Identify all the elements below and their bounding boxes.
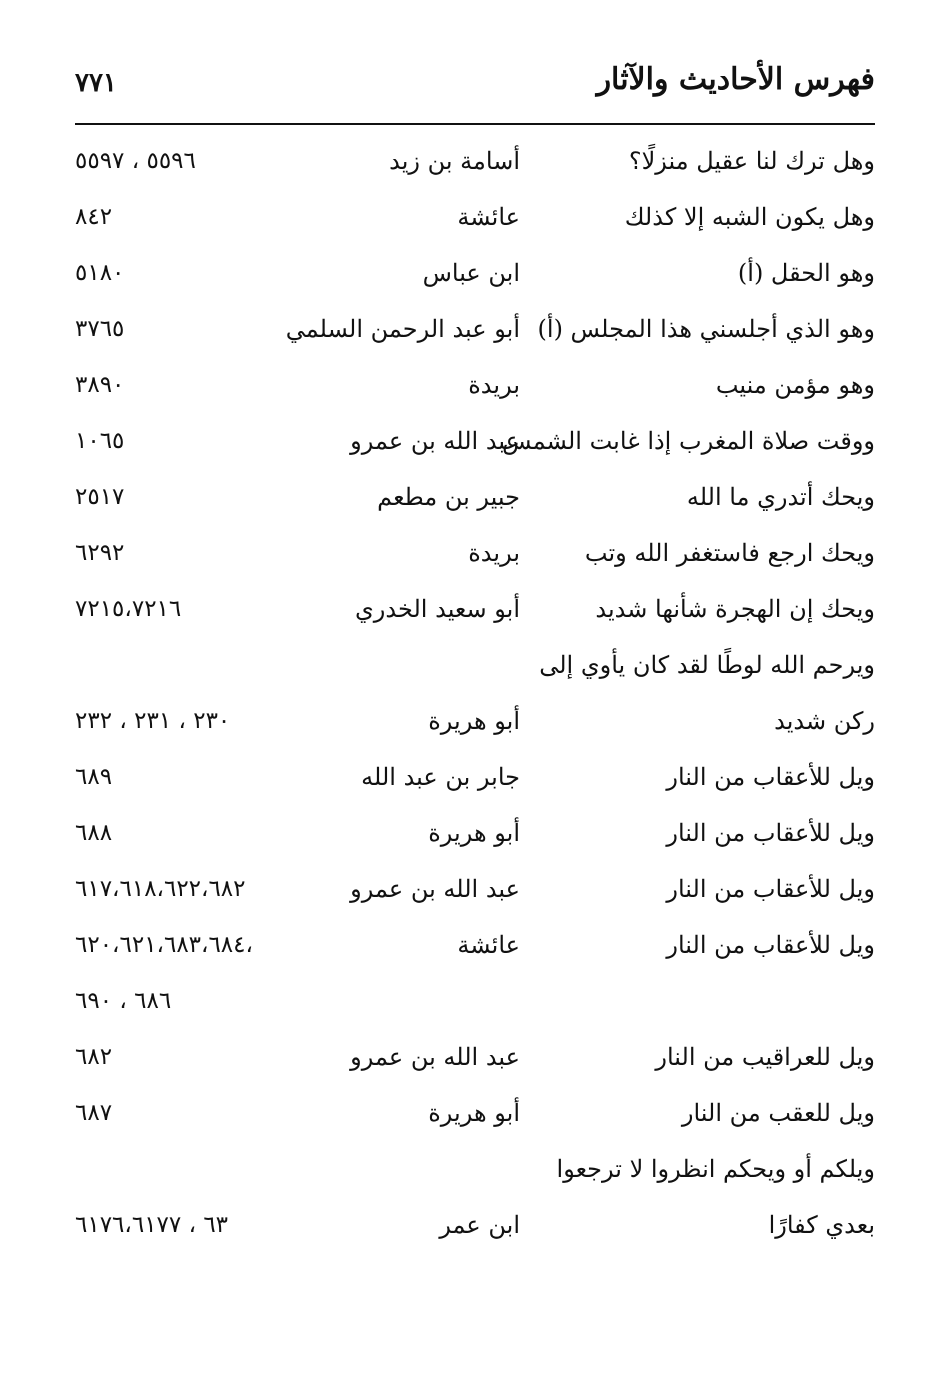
hadith-numbers-text: ٦٣ ، ٦١٧٦،٦١٧٧ xyxy=(75,1212,229,1238)
header-divider xyxy=(75,123,875,125)
index-row xyxy=(75,581,875,637)
index-row xyxy=(75,917,875,973)
narrator-name: ابن عمر xyxy=(439,1211,520,1239)
index-row xyxy=(75,189,875,245)
narrator-name: عبد الله بن عمرو xyxy=(350,427,520,455)
hadith-numbers-text: ٣٨٩٠ xyxy=(75,372,125,398)
narrator-name: ابن عباس xyxy=(422,259,520,287)
hadith-numbers xyxy=(75,423,285,459)
narrator-name: بريدة xyxy=(468,371,520,399)
narrator-name: أبو عبد الرحمن السلمي xyxy=(285,315,520,343)
hadith-numbers-text: ٦٨٨ xyxy=(75,820,113,846)
hadith-text: ويحك إن الهجرة شأنها شديد xyxy=(595,595,875,623)
hadith-text: ويرحم الله لوطًا لقد كان يأوي إلى xyxy=(539,651,875,679)
hadith-text: ويل للأعقاب من النار xyxy=(666,875,875,903)
index-row xyxy=(75,1141,875,1197)
hadith-numbers xyxy=(75,703,285,739)
narrator-name: أسامة بن زيد xyxy=(389,147,520,175)
hadith-numbers xyxy=(75,367,285,403)
narrator-name: عبد الله بن عمرو xyxy=(350,1043,520,1071)
hadith-text: ويل للأعقاب من النار xyxy=(666,931,875,959)
hadith-numbers-text: ٦٨٧ xyxy=(75,1100,113,1126)
hadith-numbers xyxy=(75,647,285,683)
hadith-text: وهو الحقل (أ) xyxy=(737,259,875,287)
hadith-text: وهو الذي أجلسني هذا المجلس (أ) xyxy=(537,315,875,343)
index-row xyxy=(75,1085,875,1141)
hadith-text: ركن شديد xyxy=(774,707,875,735)
hadith-text: ويحك أتدري ما الله xyxy=(686,483,875,511)
hadith-text: ويحك ارجع فاستغفر الله وتب xyxy=(584,539,875,567)
index-row xyxy=(75,861,875,917)
hadith-text: ووقت صلاة المغرب إذا غابت الشمس xyxy=(502,427,875,455)
hadith-numbers-text: ٨٤٢ xyxy=(75,204,113,230)
page-header xyxy=(75,58,875,118)
hadith-numbers xyxy=(75,479,285,515)
index-row xyxy=(75,525,875,581)
hadith-numbers-text: ٢٥١٧ xyxy=(75,484,125,510)
narrator-name: أبو هريرة xyxy=(428,819,520,847)
narrator-name: جابر بن عبد الله xyxy=(361,763,520,791)
index-row xyxy=(75,749,875,805)
hadith-text: وهل يكون الشبه إلا كذلك xyxy=(624,203,875,231)
hadith-numbers-text: ٦٨٢ xyxy=(75,1044,113,1070)
index-table xyxy=(75,133,875,1253)
narrator-name: عبد الله بن عمرو xyxy=(350,875,520,903)
hadith-numbers xyxy=(75,983,285,1019)
index-row xyxy=(75,357,875,413)
hadith-numbers-text: ٧٢١٥،٧٢١٦ xyxy=(75,596,182,622)
index-row xyxy=(75,1197,875,1253)
hadith-numbers-text: ٦٨٩ xyxy=(75,764,113,790)
hadith-text: ويل للأعقاب من النار xyxy=(666,763,875,791)
hadith-numbers xyxy=(75,311,285,347)
index-row xyxy=(75,133,875,189)
narrator-name: بريدة xyxy=(468,539,520,567)
hadith-numbers-text: ٢٣٠ ، ٢٣١ ، ٢٣٢ xyxy=(75,708,231,734)
hadith-numbers xyxy=(75,591,285,627)
hadith-numbers-text: ٦٨٦ ، ٦٩٠ xyxy=(75,988,172,1014)
hadith-numbers-text: ٣٧٦٥ xyxy=(75,316,125,342)
index-row xyxy=(75,413,875,469)
hadith-numbers xyxy=(75,1039,285,1075)
narrator-name: عائشة xyxy=(457,203,520,231)
hadith-numbers xyxy=(75,1151,285,1187)
hadith-text: وهو مؤمن منيب xyxy=(715,371,875,399)
index-row xyxy=(75,693,875,749)
index-row xyxy=(75,301,875,357)
hadith-numbers xyxy=(75,927,285,963)
hadith-text: ويل للعقب من النار xyxy=(681,1099,875,1127)
hadith-numbers xyxy=(75,1095,285,1131)
index-row xyxy=(75,637,875,693)
hadith-text: ويل للأعقاب من النار xyxy=(666,819,875,847)
hadith-numbers xyxy=(75,255,285,291)
index-row xyxy=(75,1029,875,1085)
hadith-text: وهل ترك لنا عقيل منزلًا؟ xyxy=(628,147,875,175)
hadith-text: ويلكم أو ويحكم انظروا لا ترجعوا xyxy=(556,1155,875,1183)
hadith-numbers xyxy=(75,871,285,907)
hadith-numbers-text: ٥٥٩٦ ، ٥٥٩٧ xyxy=(75,148,196,174)
narrator-name: أبو هريرة xyxy=(428,1099,520,1127)
hadith-numbers xyxy=(75,535,285,571)
hadith-numbers-text: ٦٢٠،٦٢١،٦٨٣،٦٨٤، xyxy=(75,932,253,958)
hadith-numbers xyxy=(75,199,285,235)
hadith-numbers-text: ١٠٦٥ xyxy=(75,428,125,454)
index-row xyxy=(75,245,875,301)
hadith-numbers xyxy=(75,815,285,851)
hadith-text: ويل للعراقيب من النار xyxy=(655,1043,875,1071)
index-row xyxy=(75,469,875,525)
narrator-name: عائشة xyxy=(457,931,520,959)
hadith-numbers-text: ٦١٧،٦١٨،٦٢٢،٦٨٢ xyxy=(75,876,246,902)
page-title: فهرس الأحاديث والآثار xyxy=(596,62,875,97)
hadith-numbers-text: ٥١٨٠ xyxy=(75,260,125,286)
hadith-numbers-text: ٦٢٩٢ xyxy=(75,540,125,566)
narrator-name: أبو سعيد الخدري xyxy=(355,595,520,623)
hadith-numbers xyxy=(75,1207,285,1243)
hadith-text: بعدي كفارًا xyxy=(768,1211,875,1239)
index-row xyxy=(75,805,875,861)
narrator-name: أبو هريرة xyxy=(428,707,520,735)
page-number: ٧٧١ xyxy=(75,68,117,98)
index-row xyxy=(75,973,875,1029)
hadith-numbers xyxy=(75,759,285,795)
narrator-name: جبير بن مطعم xyxy=(377,483,520,511)
hadith-numbers xyxy=(75,143,285,179)
